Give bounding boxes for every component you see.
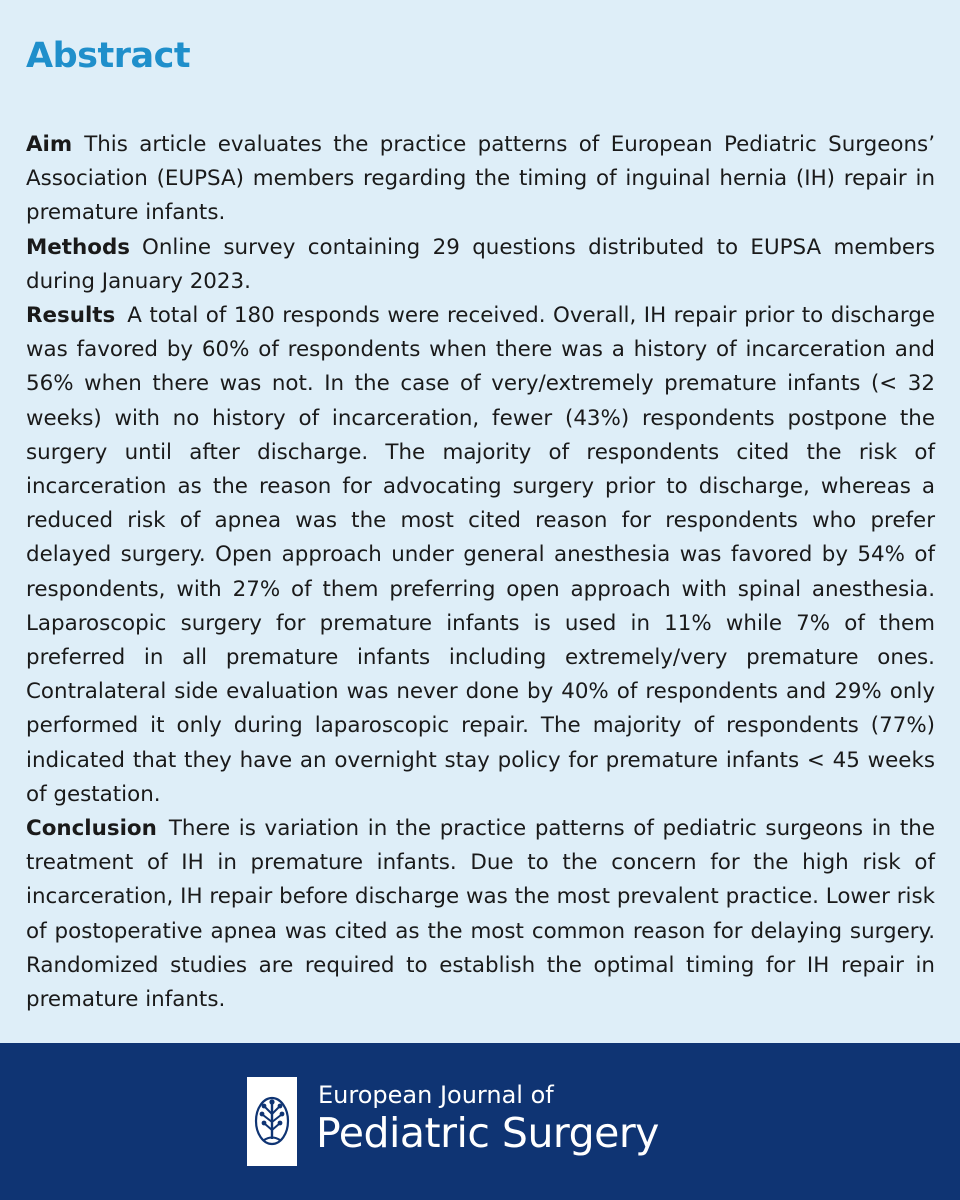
section-label-results: Results	[26, 303, 116, 329]
abstract-body	[26, 128, 935, 1017]
section-label-aim: Aim	[26, 132, 73, 157]
abstract-section-conclusion	[26, 812, 935, 1017]
journal-footer	[0, 1043, 960, 1200]
journal-name-line1: European Journal of	[318, 1081, 554, 1109]
abstract-section-results	[26, 299, 935, 812]
section-text-methods: Online survey containing 29 questions distributed to EUPSA members during January 2023.	[26, 234, 935, 294]
journal-logo	[247, 1077, 297, 1166]
abstract-title: Abstract	[26, 36, 191, 76]
tree-logo-icon	[252, 1092, 292, 1152]
section-text-aim: This article evaluates the practice patterns of European Pediatric Surgeons’ Association (EUPSA) members regarding the timing of inguinal hernia (IH) repair in premature infants.	[26, 132, 935, 226]
abstract-section-methods	[26, 231, 935, 299]
abstract-section-aim	[26, 128, 935, 231]
section-label-conclusion: Conclusion	[26, 816, 157, 842]
section-text-conclusion: There is variation in the practice patterns of pediatric surgeons in the treatment of IH in premature infants. Due to the concern for the high risk of incarceration, IH repair before discharge was the most prevalent practice. Lower risk of postoperative apnea was cited as the most common reason for delaying surgery. Randomized studies are required to establish the optimal timing for IH repair in premature infants.	[26, 816, 935, 1013]
section-label-methods: Methods	[26, 234, 130, 260]
section-text-results: A total of 180 responds were received. Overall, IH repair prior to discharge was favored by 60% of respondents when there was a history of incarceration and 56% when there was not. In the case of very/extremely premature infants (< 32 weeks) with no history of incarceration, fewer (43%) respondents postpone the surgery until after discharge. The majority of respondents cited the risk of incarceration as the reason for advocating surgery prior to discharge, whereas a reduced risk of apnea was the most cited reason for respondents who prefer delayed surgery. Open approach under general anesthesia was favored by 54% of respondents, with 27% of them preferring open approach with spinal anesthesia. Laparoscopic surgery for premature infants is used in 11% while 7% of them preferred in all premature infants including extremely/very premature ones. Contralateral side evaluation was never done by 40% of respondents and 29% only performed it only during laparoscopic repair. The majority of respondents (77%) indicated that they have an overnight stay policy for premature infants < 45 weeks of gestation.	[26, 303, 935, 807]
journal-name-line2: Pediatric Surgery	[316, 1109, 659, 1157]
